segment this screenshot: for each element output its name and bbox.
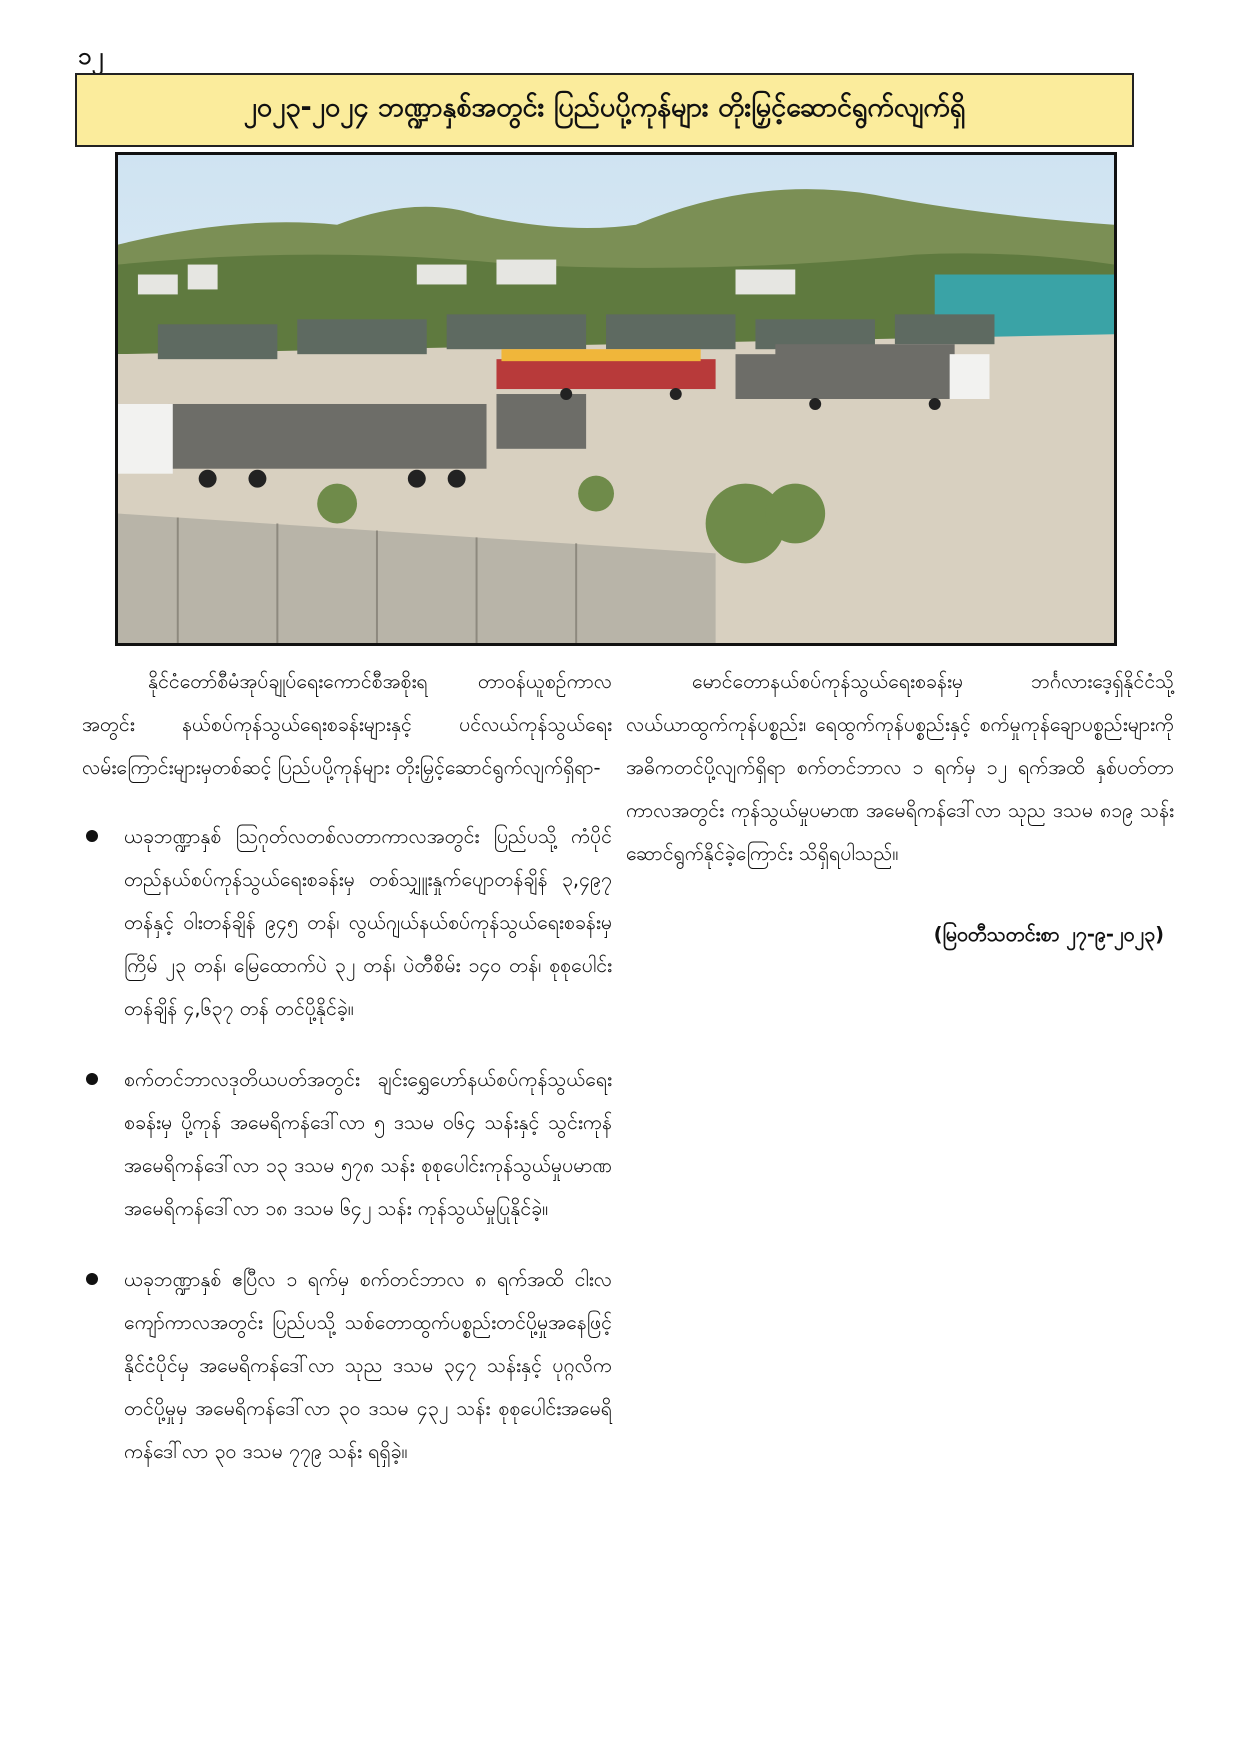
right-paragraph: မောင်တောနယ်စပ်ကုန်သွယ်ရေးစခန်းမှ ဘင်္ဂလားဒေ့ရှ်နိုင်ငံသို့ လယ်ယာထွက်ကုန်ပစ္စည်း၊ ရေထွက်ကုန်ပစ္စည်းနှင့် စက်မှုကုန်ချောပစ္စည်းများကို အဓိကတင်ပို့လျက်ရှိရာ စက်တင်ဘာလ ၁ ရက်မှ ၁၂ ရက်အထိ နှစ်ပတ်တာကာလအတွင်း ကုန်သွယ်မှုပမာဏ အမေရိကန်ဒေါ်လာ သုည ဒသမ ၈၁၉ သန်း ဆောင်ရွက်နိုင်ခဲ့ကြောင်း သိရှိရပါသည်။: [626, 670, 1174, 865]
intro-paragraph: နိုင်ငံတော်စီမံအုပ်ချုပ်ရေးကောင်စီအစိုးရ တာဝန်ယူစဉ်ကာလအတွင်း နယ်စပ်ကုန်သွယ်ရေးစခန်းများနှင့် ပင်လယ်ကုန်သွယ်ရေးလမ်းကြောင်းများမှတစ်ဆင့် ပြည်ပပို့ကုန်များ တိုးမြှင့်ဆောင်ရွက်လျက်ရှိရာ-: [82, 670, 612, 779]
list-item: [82, 815, 612, 1030]
page-number: ၁၂: [78, 42, 104, 70]
list-item: [82, 1258, 612, 1473]
bullet-list: [82, 815, 612, 1473]
bullet-icon: [86, 1273, 98, 1285]
photo-trucks-icon: [118, 155, 1114, 643]
bullet-icon: [86, 830, 98, 842]
bullet-text: ယခုဘဏ္ဍာနှစ် ဧပြီလ ၁ ရက်မှ စက်တင်ဘာလ ၈ ရက်အထိ ငါးလကျော်ကာလအတွင်း ပြည်ပသို့ သစ်တောထွက်ပစ္စည်းတင်ပို့မှုအနေဖြင့် နိုင်ငံပိုင်မှ အမေရိကန်ဒေါ်လာ သုည ဒသမ ၃၄၇ သန်းနှင့် ပုဂ္ဂလိကတင်ပို့မှုမှ အမေရိကန်ဒေါ်လာ ၃၀ ဒသမ ၄၃၂ သန်း စုစုပေါင်းအမေရိကန်ဒေါ်လာ ၃၀ ဒသမ ၇၇၉ သန်း ရရှိခဲ့။: [124, 1268, 612, 1463]
bullet-icon: [86, 1073, 98, 1085]
right-column: [626, 660, 1174, 956]
page-title: ၂၀၂၃-၂၀၂၄ ဘဏ္ဍာနှစ်အတွင်း ပြည်ပပို့ကုန်များ တိုးမြှင့်ဆောင်ရွက်လျက်ရှိ: [75, 73, 1134, 147]
left-column: [82, 660, 612, 1501]
bullet-text: ယခုဘဏ္ဍာနှစ် ဩဂုတ်လတစ်လတာကာလအတွင်း ပြည်ပသို့ ကံပိုင်တည်နယ်စပ်ကုန်သွယ်ရေးစခန်းမှ တစ်သျှူးနှုက်ပျောတန်ချိန် ၃,၄၉၇ တန်နှင့် ဝါးတန်ချိန် ၉၄၅ တန်၊ လွယ်ဂျယ်နယ်စပ်ကုန်သွယ်ရေးစခန်းမှ ကြိမ် ၂၃ တန်၊ မြေထောက်ပဲ ၃၂ တန်၊ ပဲတီစိမ်း ၁၄၀ တန်၊ စုစုပေါင်း တန်ချိန် ၄,၆၃၇ တန် တင်ပို့နိုင်ခဲ့။: [124, 825, 612, 1020]
source-citation: (မြဝတီသတင်းစာ ၂၇-၉-၂၀၂၃): [933, 923, 1164, 946]
news-photo: [115, 152, 1117, 646]
list-item: [82, 1058, 612, 1230]
bullet-text: စက်တင်ဘာလဒုတိယပတ်အတွင်း ချင်းရွှေဟော်နယ်စပ်ကုန်သွယ်ရေးစခန်းမှ ပို့ကုန် အမေရိကန်ဒေါ်လာ ၅ ဒသမ ၀၆၄ သန်းနှင့် သွင်းကုန် အမေရိကန်ဒေါ်လာ ၁၃ ဒသမ ၅၇၈ သန်း စုစုပေါင်းကုန်သွယ်မှုပမာဏ အမေရိကန်ဒေါ်လာ ၁၈ ဒသမ ၆၄၂ သန်း ကုန်သွယ်မှုပြုနိုင်ခဲ့။: [124, 1068, 612, 1220]
